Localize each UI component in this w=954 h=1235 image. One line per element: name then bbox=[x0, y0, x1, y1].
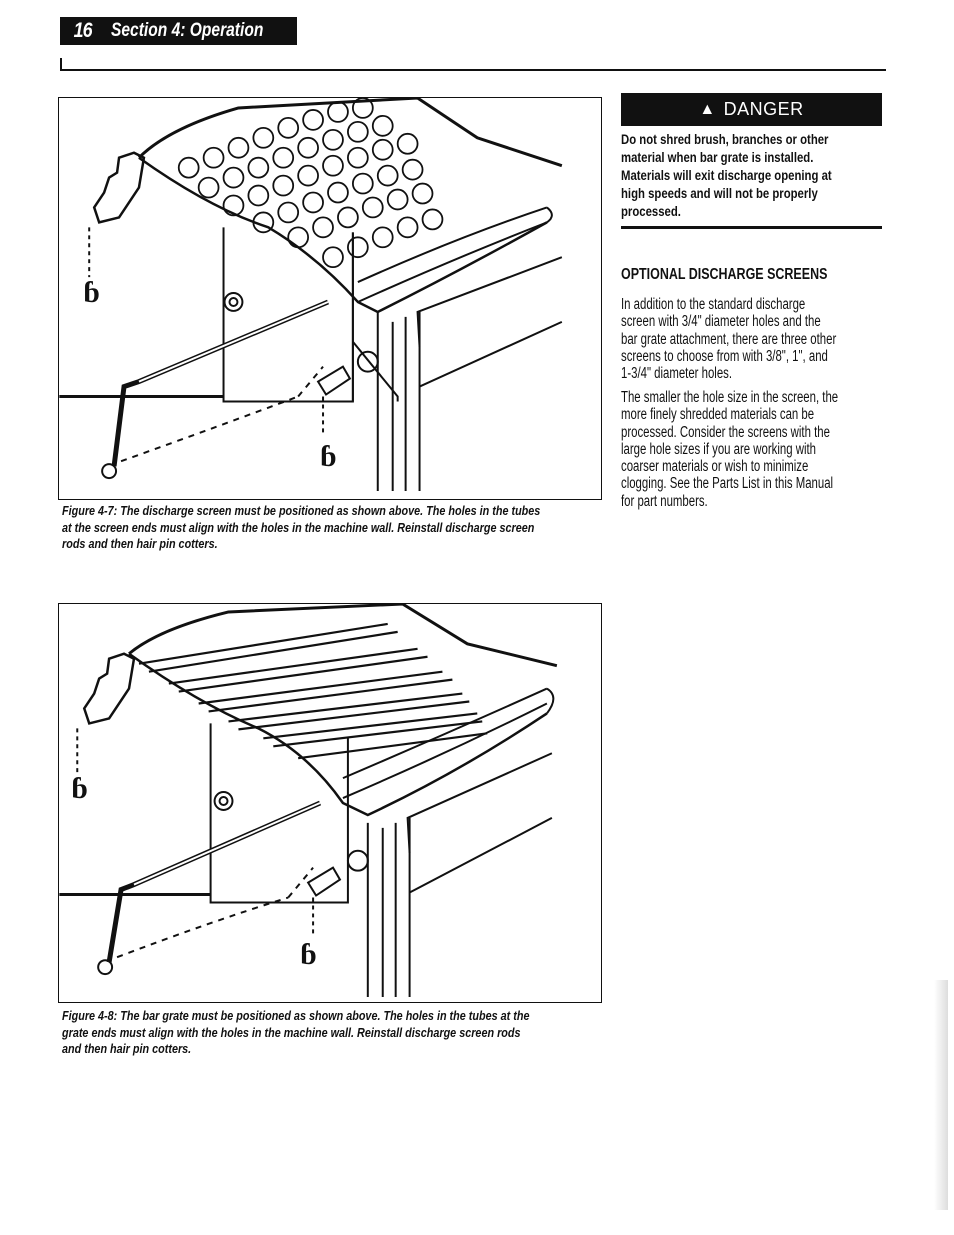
danger-notice bbox=[621, 93, 882, 221]
paragraph-hole-size bbox=[621, 389, 838, 510]
paragraph-screen-options bbox=[621, 296, 836, 382]
paragraph-line: 1-3/4" diameter holes. bbox=[621, 365, 733, 383]
danger-line: material when bar grate is installed. bbox=[621, 150, 814, 166]
danger-line: Do not shred brush, branches or other bbox=[621, 132, 829, 148]
svg-text:ɓ: ɓ bbox=[300, 938, 317, 972]
paragraph-line: processed. Consider the screens with the bbox=[621, 423, 830, 441]
figure-4-7-caption bbox=[62, 503, 540, 553]
paragraph-line: screens to choose from with 3/8", 1", and bbox=[621, 347, 828, 365]
paragraph-line: more finely shredded materials can be bbox=[621, 406, 815, 424]
scan-edge-shadow bbox=[934, 980, 948, 1210]
figure-4-8-caption bbox=[62, 1008, 529, 1058]
caption-line: rods and then hair pin cotters. bbox=[62, 536, 218, 551]
section-header-bar bbox=[60, 17, 297, 45]
discharge-screen-illustration bbox=[59, 98, 601, 499]
svg-text:ɓ: ɓ bbox=[83, 275, 100, 309]
caption-line: Figure 4-7: The discharge screen must be positioned as shown above. The holes in the tubes bbox=[62, 503, 541, 518]
page-number: 16 bbox=[73, 19, 92, 42]
danger-header bbox=[621, 93, 882, 126]
svg-text:ɓ: ɓ bbox=[320, 440, 337, 474]
paragraph-line: coarser materials or wish to minimize bbox=[621, 458, 809, 476]
danger-line: high speeds and will not be properly bbox=[621, 186, 818, 202]
caption-line: Figure 4-8: The bar grate must be positioned as shown above. The holes in the tubes at the bbox=[62, 1008, 530, 1023]
danger-line: Materials will exit discharge opening at bbox=[621, 168, 832, 184]
danger-rule bbox=[621, 226, 882, 229]
paragraph-line: screen with 3/4" diameter holes and the bbox=[621, 313, 821, 331]
figure-bar-grate bbox=[58, 603, 602, 1003]
caption-line: grate ends must align with the holes in the machine wall. Reinstall discharge screen rods bbox=[62, 1024, 521, 1040]
figure-discharge-screen bbox=[58, 97, 602, 500]
caption-line: at the screen ends must align with the holes in the machine wall. Reinstall discharge screen bbox=[62, 519, 535, 535]
svg-text:ɓ: ɓ bbox=[71, 772, 88, 806]
header-rule bbox=[60, 69, 886, 71]
paragraph-line: The smaller the hole size in the screen, the bbox=[621, 389, 839, 406]
warning-triangle-icon: ▲ bbox=[699, 100, 716, 118]
paragraph-line: In addition to the standard discharge bbox=[621, 296, 806, 313]
caption-line: and then hair pin cotters. bbox=[62, 1041, 192, 1056]
bar-grate-illustration bbox=[59, 604, 601, 1002]
paragraph-line: clogging. See the Parts List in this Manual bbox=[621, 475, 834, 493]
section-heading: OPTIONAL DISCHARGE SCREENS bbox=[621, 266, 828, 283]
section-title: Section 4: Operation bbox=[111, 20, 264, 41]
paragraph-line: for part numbers. bbox=[621, 492, 708, 510]
danger-label: DANGER bbox=[723, 99, 804, 119]
danger-message bbox=[621, 131, 830, 221]
danger-line: processed. bbox=[621, 204, 681, 220]
paragraph-line: bar grate attachment, there are three other bbox=[621, 330, 837, 348]
paragraph-line: large hole sizes if you are working with bbox=[621, 440, 816, 458]
